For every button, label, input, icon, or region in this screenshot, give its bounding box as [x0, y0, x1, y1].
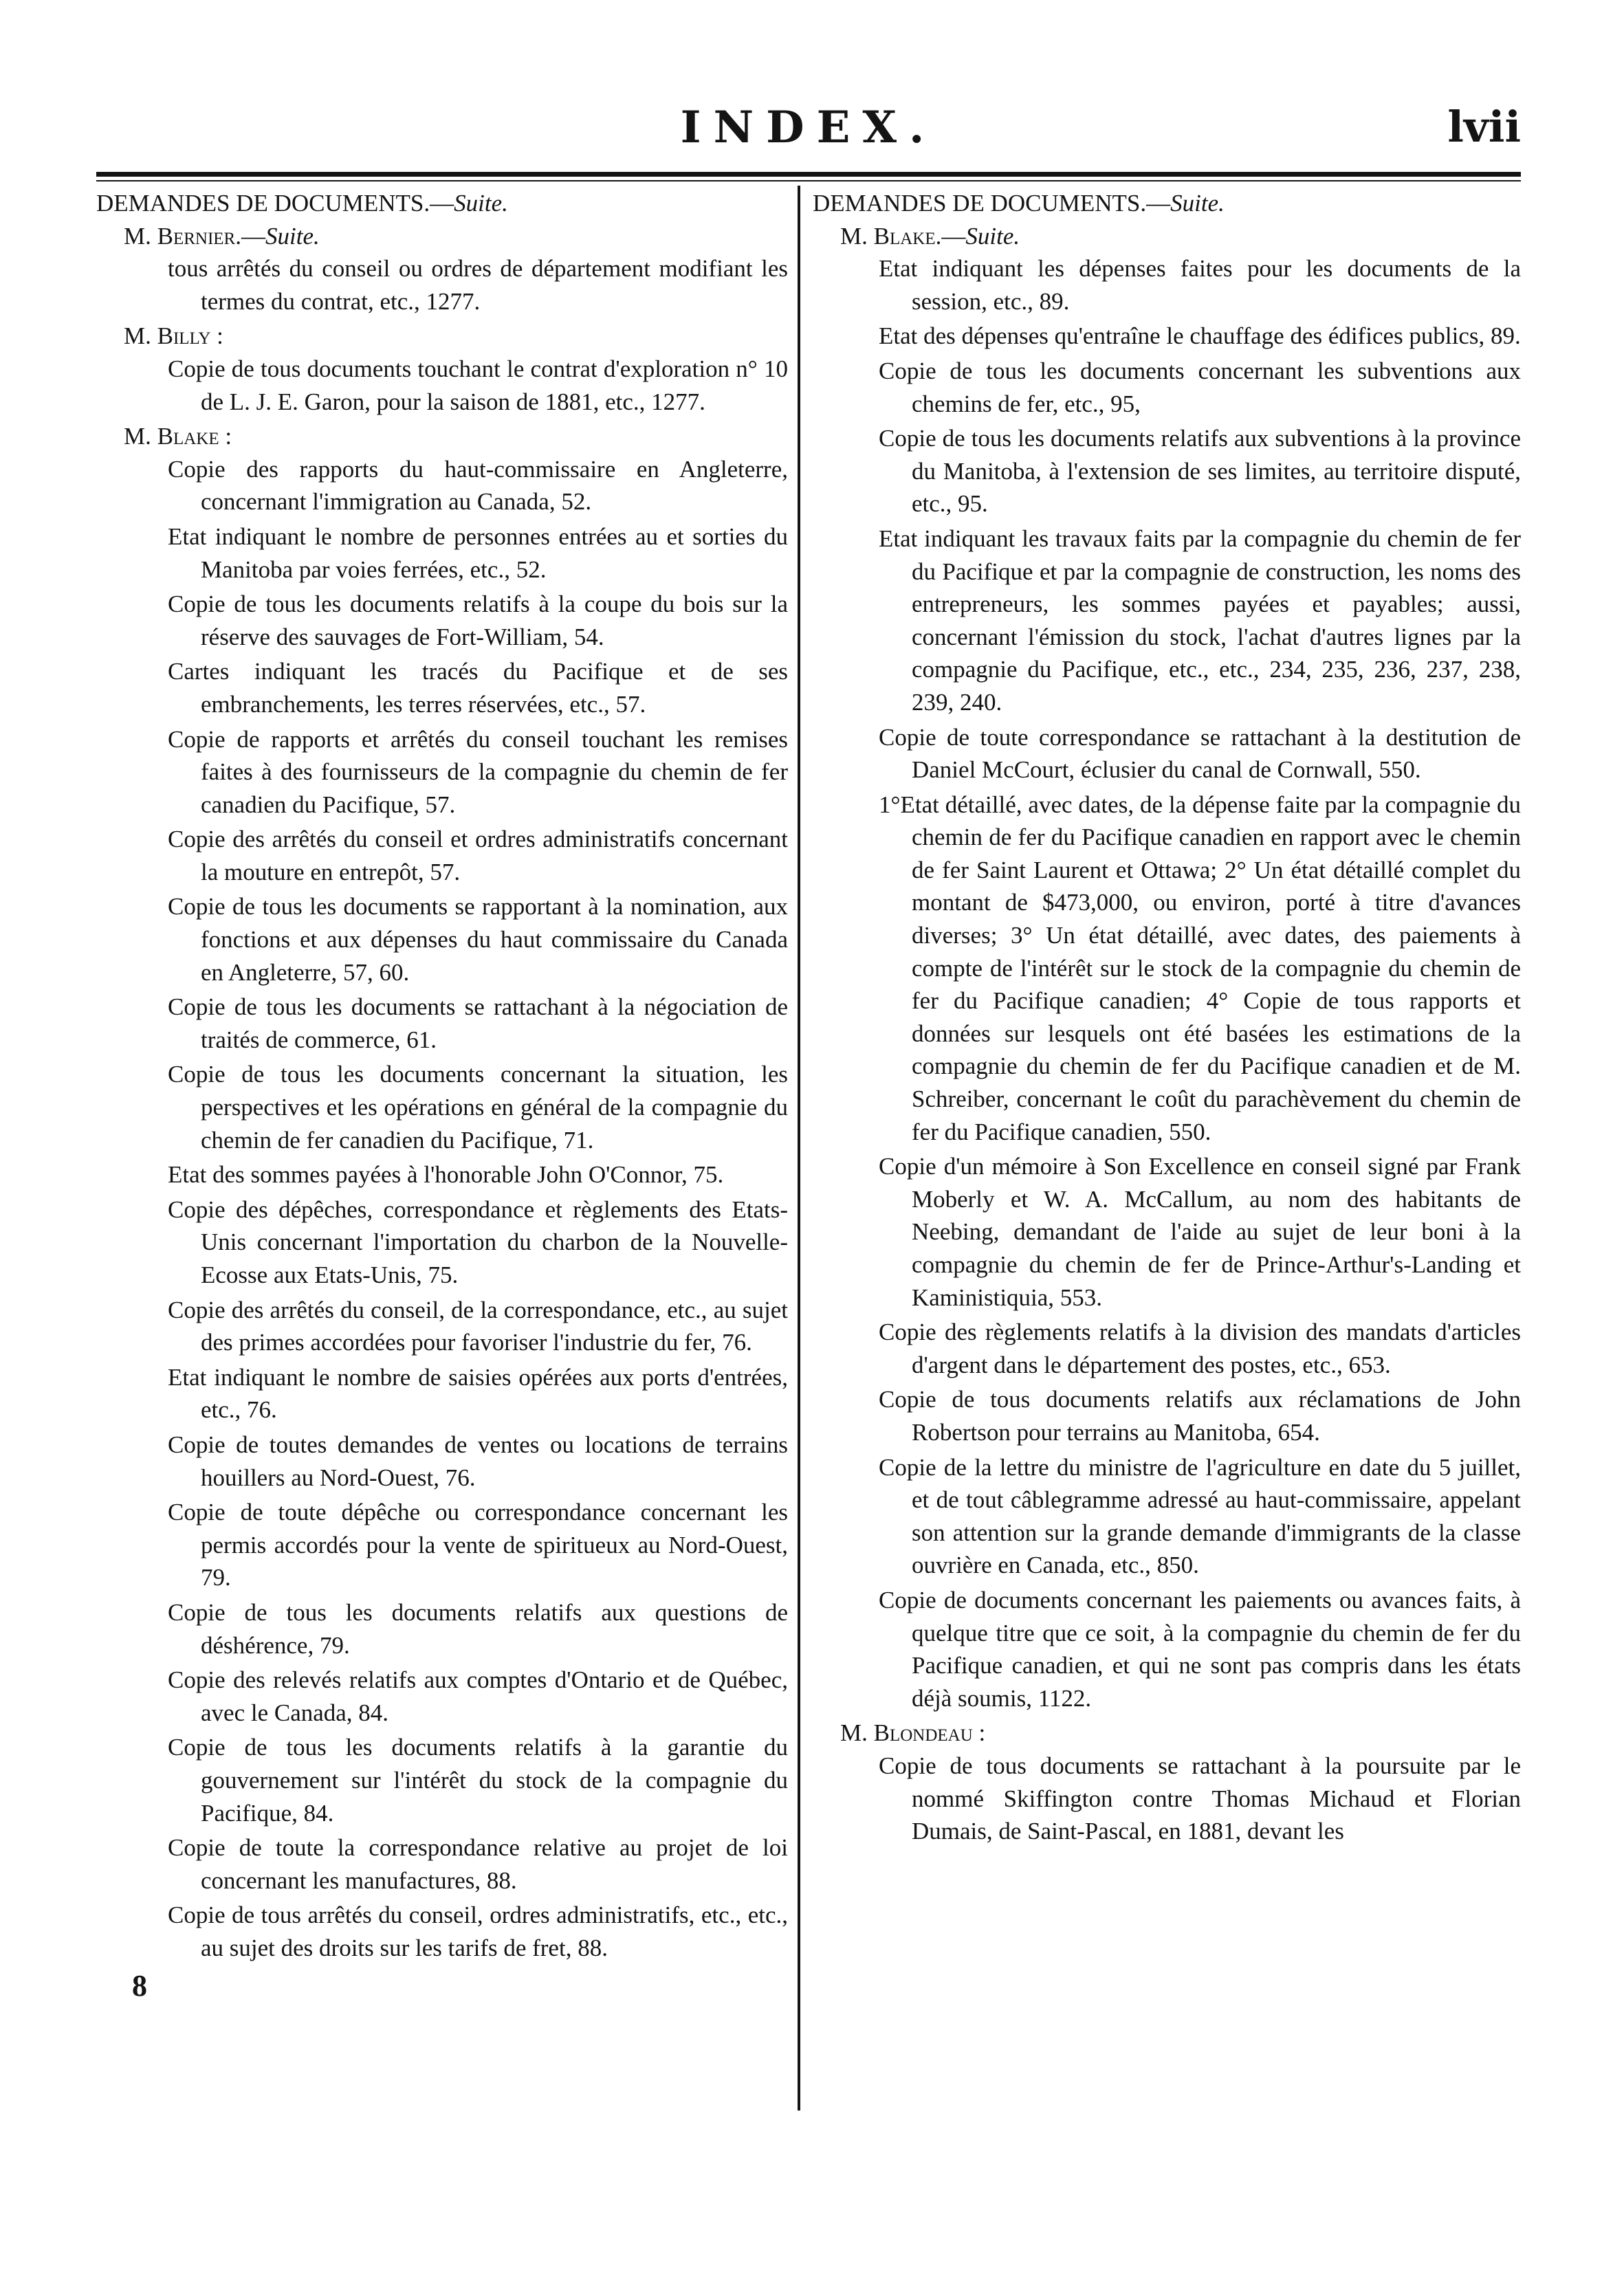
page-title: INDEX.: [680, 102, 937, 153]
index-entry: Copie de tous les documents se rattachant à la négociation de traités de commerce, 61.: [168, 993, 788, 1053]
section-suite: Suite.: [1170, 190, 1225, 217]
member-heading: [124, 220, 788, 253]
header-rule: [96, 172, 1521, 177]
index-entry: Copie des dépêches, correspondance et règlements des Etats-Unis concernant l'importation du charbon de la Nouvelle-Ecosse aux Etats-Unis, 75.: [168, 1195, 788, 1288]
index-entry: Copie de tous documents touchant le contrat d'exploration n° 10 de L. J. E. Garon, pour la saison de 1881, etc., 1277.: [168, 355, 788, 415]
index-entry: Copie de toute dépêche ou correspondance concernant les permis accordés pour la vente de spiritueux au Nord-Ouest, 79.: [168, 1499, 788, 1591]
section-title: DEMANDES DE DOCUMENTS.—: [813, 190, 1171, 217]
index-entry: Copie de tous les documents relatifs aux questions de déshérence, 79.: [168, 1598, 788, 1659]
index-entry: Copie de toute la correspondance relative au projet de loi concernant les manufactures, 88.: [168, 1834, 788, 1894]
left-column: [96, 187, 788, 2003]
index-entry: Copie de toute correspondance se rattachant à la destitution de Daniel McCourt, éclusier du canal de Cornwall, 550.: [879, 723, 1521, 784]
index-entry: Etat indiquant le nombre de personnes entrées au et sorties du Manitoba par voies ferrées, etc., 52.: [168, 522, 788, 583]
index-entry: Copie de rapports et arrêtés du conseil touchant les remises faites à des fournisseurs de la compagnie du chemin de fer canadien du Pacifique, 57.: [168, 725, 788, 818]
index-entry: Copie des rapports du haut-commissaire en Angleterre, concernant l'immigration au Canada, 52.: [168, 455, 788, 516]
page-number: lvii: [1447, 102, 1521, 152]
index-entry: Copie des arrêtés du conseil et ordres administratifs concernant la mouture en entrepôt, 57.: [168, 826, 788, 885]
index-entry: Cartes indiquant les tracés du Pacifique et de ses embranchements, les terres réservées, etc., 57.: [168, 658, 788, 718]
member-heading: [840, 220, 1521, 253]
index-entry: Etat des sommes payées à l'honorable John O'Connor, 75.: [168, 1161, 724, 1189]
section-suite: Suite.: [454, 190, 508, 217]
index-entry: Copie de tous documents se rattachant à la poursuite par le nommé Skiffington contre Thomas Michaud et Florian Dumais, de Saint-Pascal, en 1881, devant les: [879, 1752, 1521, 1845]
index-entry: Etat des dépenses qu'entraîne le chauffage des édifices publics, 89.: [879, 322, 1521, 350]
column-divider: [798, 186, 800, 2111]
member-suite: Suite.: [265, 222, 320, 250]
index-entry: Copie de tous les documents relatifs aux subventions à la province du Manitoba, à l'extension de ses limites, au territoire disputé, etc., 95.: [879, 425, 1521, 518]
index-entry: Copie de tous les documents concernant les subventions aux chemins de fer, etc., 95,: [879, 357, 1521, 417]
member-name: M. Bernier.—: [124, 222, 265, 250]
index-entry: Copie des relevés relatifs aux comptes d'Ontario et de Québec, avec le Canada, 84.: [168, 1666, 788, 1726]
index-entry: Copie de documents concernant les paiements ou avances faits, à quelque titre que ce soit, à la compagnie du chemin de fer du Pacifique canadien, et qui ne sont pas compris dans les états déjà soumis, 1122.: [879, 1586, 1521, 1712]
index-entry: Copie de la lettre du ministre de l'agriculture en date du 5 juillet, et de tout câblegramme adressé au haut-commissaire, appelant son attention sur la grande demande d'immigrants de la classe ouvrière en Canada, etc., 850.: [879, 1453, 1521, 1579]
index-entry: 1°Etat détaillé, avec dates, de la dépense faite par la compagnie du chemin de fer du Pacifique canadien en rapport avec le chemin de fer Saint Laurent et Ottawa; 2° Un état détaillé complet du montant de $473,000, ou environ, porté à titre d'avances diverses; 3° Un état détaillé, avec dates, des paiements à compte de l'intérêt sur le stock de la compagnie du chemin de fer du Pacifique canadien; 4° Copie de tous rapports et données sur lesquels ont été basées les estimations de la compagnie du chemin de fer du Pacifique canadien et de M. Schreiber, concernant le coût du parachèvement du chemin de fer du Pacifique canadien, 550.: [879, 791, 1521, 1145]
index-entry: Copie d'un mémoire à Son Excellence en conseil signé par Frank Moberly et W. A. McCallum, au nom des habitants de Neebing, demandant de l'aide au sujet de leur boni à la compagnie du chemin de fer de Prince-Arthur's-Landing et Kaministiquia, 553.: [879, 1153, 1521, 1311]
member-heading: M. Blake :: [124, 423, 232, 450]
signature-mark: 8: [132, 1969, 147, 2003]
index-entry: Copie des arrêtés du conseil, de la correspondance, etc., au sujet des primes accordées pour favoriser l'industrie du fer, 76.: [168, 1296, 788, 1356]
index-entry: Copie de toutes demandes de ventes ou locations de terrains houillers au Nord-Ouest, 76.: [168, 1431, 788, 1491]
index-entry: Copie de tous les documents concernant la situation, les perspectives et les opérations en général de la compagnie du chemin de fer canadien du Pacifique, 71.: [168, 1061, 788, 1154]
index-entry: Copie de tous les documents se rapportant à la nomination, aux fonctions et aux dépenses du haut commissaire du Canada en Angleterre, 57, 60.: [168, 893, 788, 986]
index-entry: Etat indiquant les travaux faits par la compagnie du chemin de fer du Pacifique et par la compagnie de construction, les noms des entrepreneurs, les sommes payées et payables; aussi, concernant l'émission du stock, l'achat d'autres lignes par la compagnie du Pacifique, etc., etc., 234, 235, 236, 237, 238, 239, 240.: [879, 525, 1521, 716]
index-entry: Copie de tous arrêtés du conseil, ordres administratifs, etc., etc., au sujet des droits sur les tarifs de fret, 88.: [168, 1902, 788, 1961]
header-rule-thin: [96, 180, 1521, 181]
section-heading: [96, 187, 788, 220]
index-entry: Copie de tous les documents relatifs à la coupe du bois sur la réserve des sauvages de Fort-William, 54.: [168, 591, 788, 650]
right-column: [813, 187, 1521, 1850]
index-entry: tous arrêtés du conseil ou ordres de département modifiant les termes du contrat, etc., 1277.: [168, 255, 788, 315]
index-entry: Etat indiquant les dépenses faites pour les documents de la session, etc., 89.: [879, 255, 1521, 315]
member-heading: M. Blondeau :: [840, 1719, 986, 1747]
index-entry: Copie de tous documents relatifs aux réclamations de John Robertson pour terrains au Manitoba, 654.: [879, 1386, 1521, 1446]
member-suite: Suite.: [965, 222, 1020, 250]
page-header: [96, 102, 1521, 157]
section-title: DEMANDES DE DOCUMENTS.—: [96, 190, 454, 217]
index-entry: Etat indiquant le nombre de saisies opérées aux ports d'entrées, etc., 76.: [168, 1363, 788, 1424]
member-name: M. Blake.—: [840, 222, 966, 250]
index-entry: Copie des règlements relatifs à la division des mandats d'articles d'argent dans le département des postes, etc., 653.: [879, 1319, 1521, 1378]
member-heading: M. Billy :: [124, 322, 223, 350]
section-heading: [813, 187, 1521, 220]
index-entry: Copie de tous les documents relatifs à la garantie du gouvernement sur l'intérêt du stock de la compagnie du Pacifique, 84.: [168, 1734, 788, 1827]
